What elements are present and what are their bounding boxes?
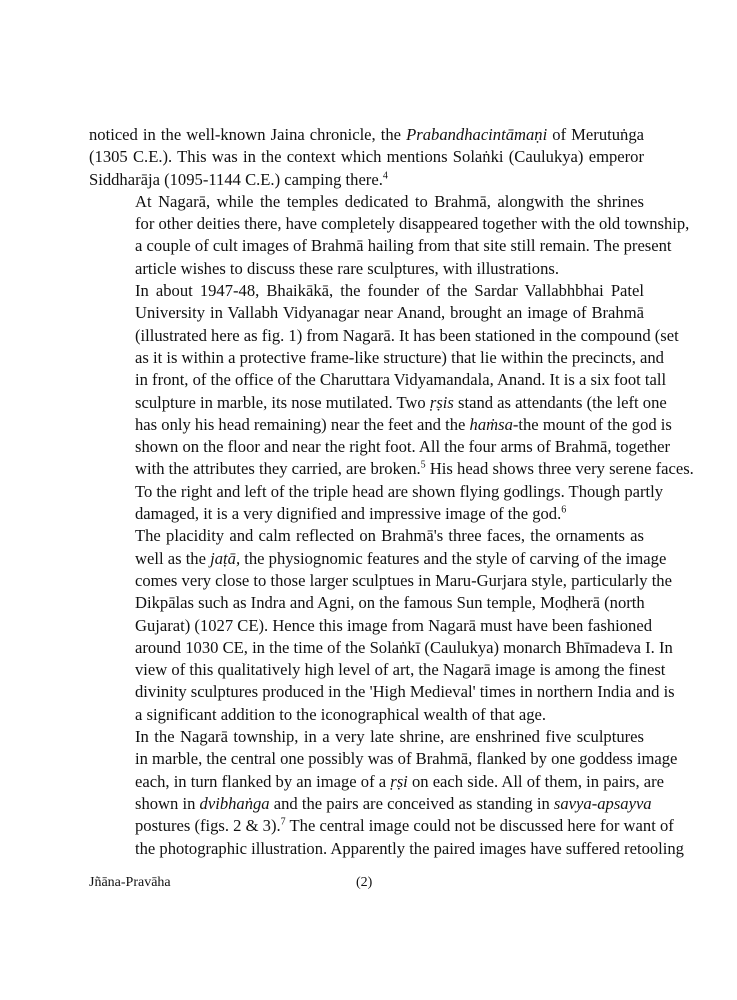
text-line	[89, 637, 673, 659]
text-line	[89, 146, 644, 168]
footnote-ref: 5	[420, 459, 426, 471]
text-run: each, in turn flanked by an image of a	[135, 771, 391, 791]
text-line	[89, 369, 667, 391]
footnote-ref: 7	[280, 816, 286, 828]
text-run: The central image could not be discussed here for want of	[285, 816, 674, 836]
text-run: postures (figs. 2 & 3).	[135, 816, 281, 836]
page-number: (2)	[356, 875, 373, 890]
text-run: Siddharāja (1095-1144 C.E.) camping there.	[89, 169, 383, 189]
text-run: and the pairs are conceived as standing in	[269, 793, 554, 813]
text-run: shown on the floor and near the right foot. All the four arms of Brahmā, together	[135, 437, 671, 457]
text-line	[89, 793, 652, 815]
paragraph	[89, 525, 675, 726]
paragraph	[89, 124, 644, 191]
text-line	[89, 748, 678, 770]
text-run: the physiognomic features and the style of carving of the image	[240, 548, 667, 568]
text-line	[89, 302, 644, 324]
text-line	[89, 615, 652, 637]
text-line	[89, 392, 667, 414]
text-line	[89, 258, 644, 280]
italic-term: jaṭā,	[210, 548, 241, 568]
text-run: view of this qualitatively high level of art, the Nagarā image is among the finest	[135, 660, 666, 680]
text-run: noticed in the well-known Jaina chronicle, the	[89, 125, 407, 144]
italic-term: ṛṣis	[429, 392, 454, 412]
text-run: as it is within a protective frame-like structure) that lie within the precincts, and	[135, 347, 664, 367]
text-line	[89, 280, 644, 302]
text-run: sculpture in marble, its nose mutilated. Two	[135, 392, 430, 412]
text-run: comes very close to those larger sculptues in Maru-Gurjara style, particularly the	[135, 570, 672, 590]
text-line	[89, 771, 665, 793]
text-line	[89, 124, 644, 146]
italic-term: ṛṣi	[390, 771, 408, 791]
text-line	[89, 458, 694, 480]
text-line	[89, 681, 675, 703]
paragraph	[89, 726, 684, 860]
text-run: the photographic illustration. Apparently the paired images have suffered retooling	[135, 838, 684, 858]
text-run: (1305 C.E.). This was in the context which mentions Solaṅki (Caulukya) emperor	[89, 147, 644, 167]
text-run: in marble, the central one possibly was of Brahmā, flanked by one goddess image	[135, 749, 678, 769]
italic-term: Prabandhacintāmaṇi	[406, 125, 548, 144]
italic-term: savya-apsayva	[553, 793, 652, 813]
text-run: with the attributes they carried, are broken.	[135, 459, 421, 479]
text-run: In the Nagarā township, in a very late shrine, are enshrined five sculptures	[135, 727, 644, 747]
text-line	[89, 659, 666, 681]
text-run: Gujarat) (1027 CE). Hence this image from Nagarā must have been fashioned	[135, 615, 652, 635]
text-run: At Nagarā, while the temples dedicated to Brahmā, alongwith the shrines	[135, 191, 644, 211]
italic-term: haṁsa	[469, 414, 513, 434]
text-line	[89, 592, 644, 614]
text-run: a couple of cult images of Brahmā hailing from that site still remain. The present	[135, 236, 672, 256]
text-line	[89, 191, 644, 213]
footnote-ref: 6	[561, 504, 567, 516]
text-run: around 1030 CE, in the time of the Solaṅkī (Caulukya) monarch Bhīmadeva I. In	[135, 637, 673, 657]
text-run: Dikpālas such as Indra and Agni, on the famous Sun temple, Moḍherā (north	[135, 593, 645, 613]
paragraph	[89, 191, 690, 280]
text-run: has only his head remaining) near the feet and the	[135, 414, 470, 434]
text-run: for other deities there, have completely disappeared together with the old township,	[135, 214, 690, 234]
journal-title: Jñāna-Pravāha	[89, 875, 171, 890]
text-run: on each side. All of them, in pairs, are	[407, 771, 665, 791]
text-line	[89, 347, 664, 369]
text-run: -the mount of the god is	[512, 414, 672, 434]
footnote-ref: 4	[382, 170, 388, 182]
text-line	[89, 815, 674, 837]
text-line	[89, 704, 644, 726]
text-run: a significant addition to the iconographical wealth of that age.	[135, 704, 547, 724]
text-line	[89, 525, 644, 547]
text-line	[89, 213, 690, 235]
text-run: shown in	[135, 793, 200, 813]
text-run: stand as attendants (the left one	[453, 392, 667, 412]
italic-term: dvibhaṅga	[199, 793, 270, 813]
text-line	[89, 235, 672, 257]
text-line	[89, 325, 679, 347]
text-line	[89, 436, 671, 458]
paragraph	[89, 280, 694, 525]
text-run: University in Vallabh Vidyanagar near Anand, brought an image of Brahmā	[135, 303, 644, 323]
text-line	[89, 838, 684, 860]
text-run: of Merutuṅga	[547, 125, 644, 144]
text-run: divinity sculptures produced in the 'High Medieval' times in northern India and is	[135, 682, 675, 702]
text-line	[89, 503, 644, 525]
text-run: The placidity and calm reflected on Brahmā's three faces, the ornaments as	[135, 526, 644, 546]
text-line	[89, 570, 672, 592]
text-run: To the right and left of the triple head are shown flying godlings. Though partly	[135, 481, 664, 501]
text-run: well as the	[135, 548, 211, 568]
page-body	[89, 124, 694, 860]
text-line	[89, 169, 644, 191]
text-run: damaged, it is a very dignified and impressive image of the god.	[135, 504, 562, 524]
text-run: (illustrated here as fig. 1) from Nagarā. It has been stationed in the compound (set	[135, 325, 679, 345]
text-line	[89, 481, 664, 503]
text-run: His head shows three very serene faces.	[425, 459, 694, 479]
text-run: In about 1947-48, Bhaikākā, the founder of the Sardar Vallabhbhai Patel	[135, 281, 644, 301]
text-line	[89, 414, 672, 436]
text-line	[89, 726, 644, 748]
text-run: article wishes to discuss these rare sculptures, with illustrations.	[135, 258, 559, 278]
text-run: in front, of the office of the Charuttara Vidyamandala, Anand. It is a six foot tall	[135, 370, 667, 390]
text-line	[89, 548, 667, 570]
